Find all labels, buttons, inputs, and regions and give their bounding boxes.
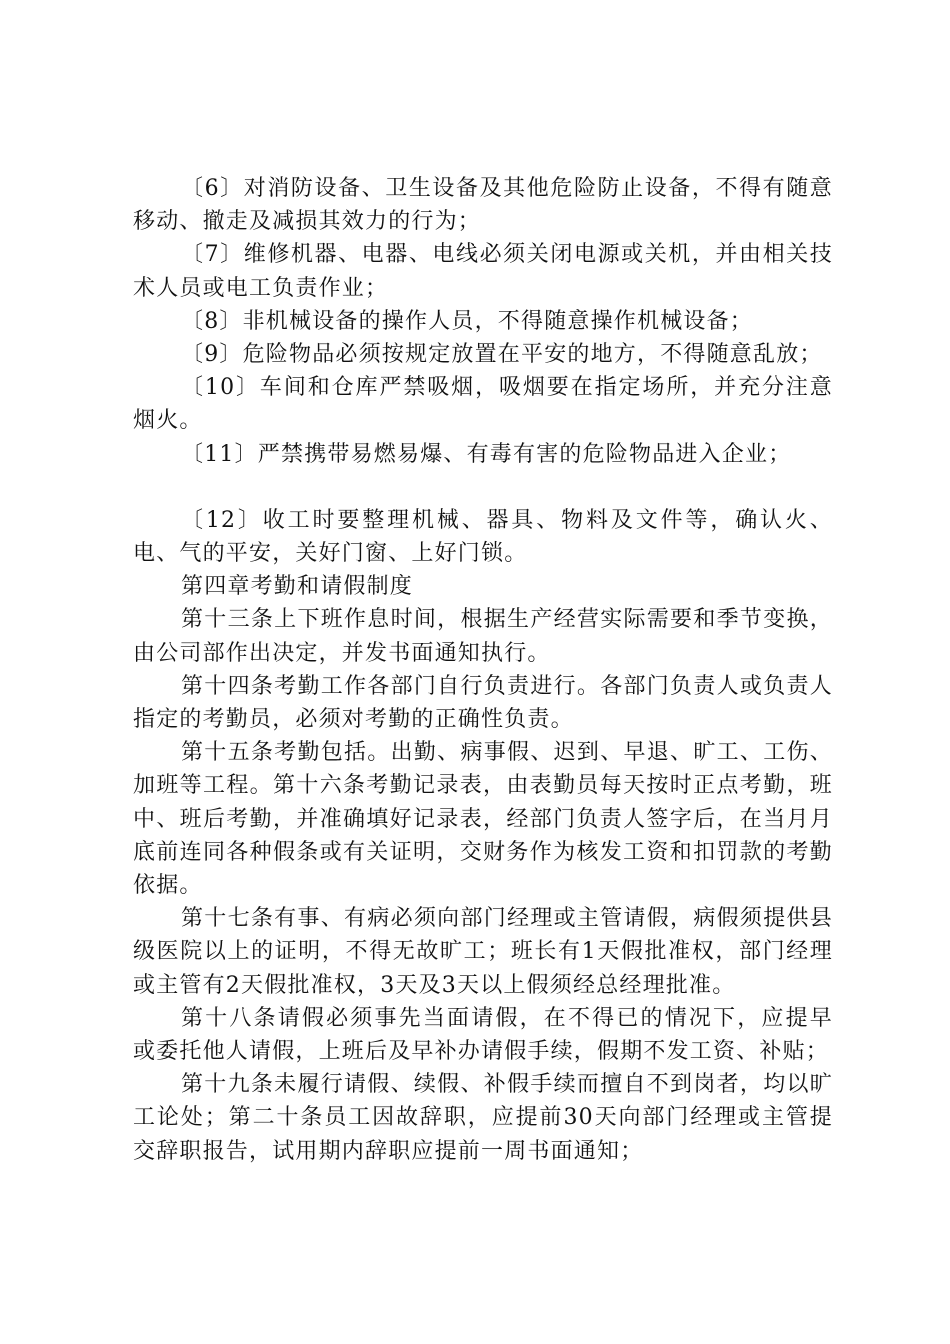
paragraph-item-9: 〔9〕危险物品必须按规定放置在平安的地方，不得随意乱放； [181, 342, 823, 368]
paragraph-item-6: 〔6〕对消防设备、卫生设备及其他危险防止设备，不得有随意移动、撤走及减损其效力的行为； [133, 176, 833, 235]
article-14: 第十四条考勤工作各部门自行负责进行。各部门负责人或负责人指定的考勤员，必须对考勤的正确性负责。 [133, 673, 833, 733]
article-18: 第十八条请假必须事先当面请假，在不得已的情况下，应提早 或委托他人请假，上班后及早补办请假手续，假期不发工资、补贴； [133, 1005, 833, 1065]
blank-line [133, 471, 833, 504]
article-13: 第十三条上下班作息时间，根据生产经营实际需要和季节变换，由公司部作出决定，并发书面通知执行。 [133, 607, 833, 666]
article-17: 第十七条有事、有病必须向部门经理或主管请假，病假须提供县级医院以上的证明，不得无故旷工；班长有1天假批准权，部门经理或主管有2天假批准权，3天及3天以上假须经总经理批准。 [133, 906, 833, 998]
paragraph-item-11: 〔11〕严禁携带易燃易爆、有毒有害的危险物品进入企业； [181, 441, 792, 467]
paragraph-item-10: 〔10〕车间和仓库严禁吸烟，吸烟要在指定场所，并充分注意烟火。 [133, 375, 833, 434]
paragraph-item-7: 〔7〕维修机器、电器、电线必须关闭电源或关机，并由相关技术人员或电工负责作业； [133, 242, 833, 301]
paragraph-item-12: 〔12〕收工时要整理机械、器具、物料及文件等，确认火、电、气的平安，关好门窗、上好门锁。 [133, 507, 833, 567]
chapter-heading: 第四章考勤和请假制度 [181, 574, 414, 600]
article-19-20: 第十九条未履行请假、续假、补假手续而擅自不到岗者，均以旷工论处；第二十条员工因故辞职，应提前30天向部门经理或主管提交辞职报告，试用期内辞职应提前一周书面通知； [133, 1072, 833, 1164]
document-page [133, 172, 833, 1168]
article-15-16: 第十五条考勤包括。出勤、病事假、迟到、早退、旷工、工伤、加班等工程。第十六条考勤记录表，由表勤员每天按时正点考勤，班中、班后考勤，并准确填好记录表，经部门负责人签字后，在当月月底前连同各种假条或有关证明，交财务作为核发工资和扣罚款的考勤依据。 [133, 740, 833, 899]
paragraph-item-8: 〔8〕非机械设备的操作人员，不得随意操作机械设备； [181, 308, 753, 334]
